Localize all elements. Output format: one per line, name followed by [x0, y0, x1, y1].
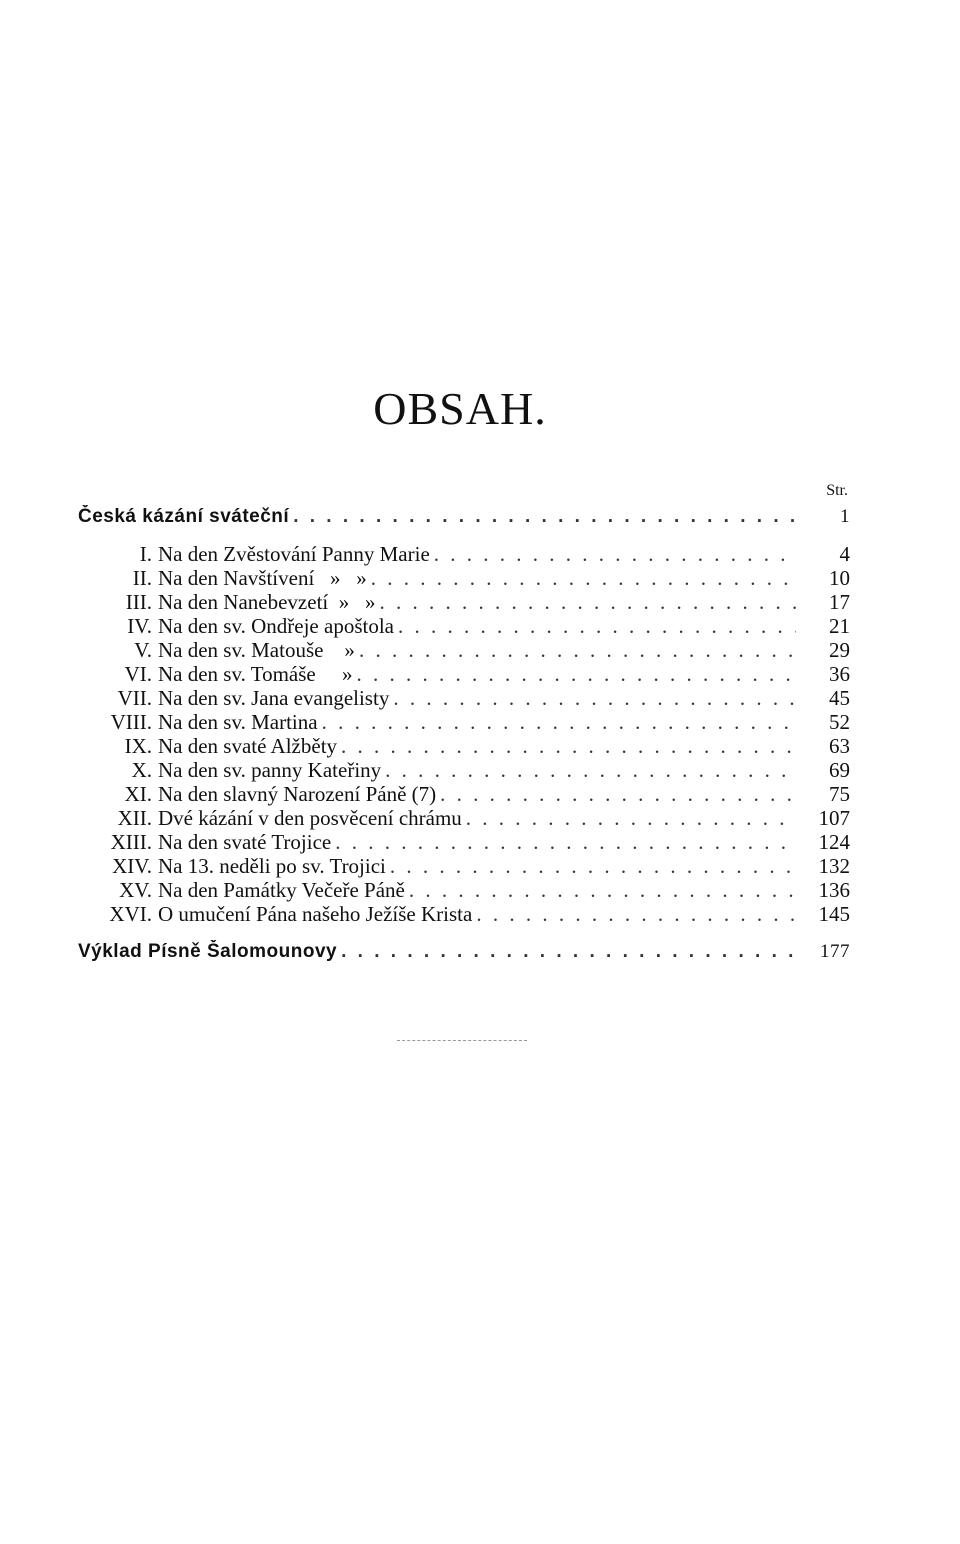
entry-title: Na den Navštívení » » — [158, 566, 367, 590]
entry-number: II. — [132, 566, 152, 590]
table-of-contents — [78, 505, 850, 964]
dot-leader — [359, 638, 796, 662]
entry-page-number: 107 — [818, 806, 850, 830]
end-rule — [397, 1040, 527, 1041]
entry-title: Na den slavný Narození Páně (7) — [158, 782, 437, 806]
entry-title: O umučení Pána našeho Ježíše Krista — [158, 902, 473, 926]
toc-entry — [78, 758, 850, 782]
entry-number: III. — [125, 590, 152, 614]
toc-entry — [78, 686, 850, 710]
entry-page-number: 69 — [829, 758, 850, 782]
entry-title: Na den sv. Ondřeje apoštola — [158, 614, 394, 638]
dot-leader — [390, 854, 796, 878]
entry-page-number: 21 — [829, 614, 850, 638]
entry-title: Na den sv. Matouše » — [158, 638, 355, 662]
entry-page-number: 4 — [839, 542, 850, 566]
entry-page-number: 145 — [818, 902, 850, 926]
entry-page-number: 132 — [818, 854, 850, 878]
entry-title: Na den sv. Jana evangelisty — [158, 686, 390, 710]
entry-title: Na den sv. panny Kateřiny — [158, 758, 382, 782]
dot-leader — [440, 782, 796, 806]
entry-page-number: 75 — [829, 782, 850, 806]
entry-number: X. — [131, 758, 152, 782]
toc-entry — [78, 902, 850, 926]
entry-page-number: 124 — [818, 830, 850, 854]
entry-number: VIII. — [110, 710, 152, 734]
entry-title: Na den sv. Martina — [158, 710, 318, 734]
toc-entry — [78, 830, 850, 854]
entry-page-number: 52 — [829, 710, 850, 734]
entry-title: Na 13. neděli po sv. Trojici — [158, 854, 386, 878]
dot-leader — [434, 542, 796, 566]
toc-entry — [78, 566, 850, 590]
dot-leader — [466, 806, 796, 830]
entry-number: XI. — [124, 782, 152, 806]
page-column-label: Str. — [826, 482, 848, 499]
entry-number: XIV. — [112, 854, 152, 878]
entry-number: XIII. — [110, 830, 152, 854]
dot-leader — [341, 734, 796, 758]
entry-page-number: 17 — [829, 590, 850, 614]
dot-leader — [371, 566, 796, 590]
toc-entry — [78, 782, 850, 806]
entry-title: Na den Zvěstování Panny Marie — [158, 542, 430, 566]
entry-title: Na den Nanebevzetí » » — [158, 590, 376, 614]
entry-page-number: 36 — [829, 662, 850, 686]
toc-entry — [78, 614, 850, 638]
toc-entry — [78, 878, 850, 902]
section-title: Česká kázání sváteční — [78, 506, 290, 527]
toc-entry — [78, 542, 850, 566]
entry-number: VII. — [117, 686, 152, 710]
entry-number: IV. — [127, 614, 152, 638]
toc-entry — [78, 710, 850, 734]
entry-number: XVI. — [109, 902, 152, 926]
entry-page-number: 63 — [829, 734, 850, 758]
toc-entry — [78, 806, 850, 830]
entry-title: Dvé kázání v den posvěcení chrámu — [158, 806, 462, 830]
entry-number: VI. — [124, 662, 152, 686]
section-page-number: 177 — [820, 941, 850, 962]
entry-number: XII. — [117, 806, 152, 830]
toc-entry — [78, 638, 850, 662]
entry-page-number: 45 — [829, 686, 850, 710]
entry-title: Na den svaté Trojice — [158, 830, 332, 854]
entry-number: IX. — [124, 734, 152, 758]
entry-title: Na den svaté Alžběty — [158, 734, 338, 758]
entry-number: I. — [139, 542, 152, 566]
entry-title: Na den Památky Večeře Páně — [158, 878, 405, 902]
dot-leader — [476, 902, 796, 926]
entry-page-number: 10 — [829, 566, 850, 590]
section-page-number: 1 — [840, 506, 850, 527]
entry-number: V. — [134, 638, 152, 662]
dot-leader — [393, 686, 796, 710]
entry-number: XV. — [119, 878, 152, 902]
dot-leader — [380, 590, 797, 614]
dot-leader — [293, 505, 796, 529]
section-title: Výklad Písně Šalomounovy — [78, 941, 338, 962]
entry-page-number: 136 — [818, 878, 850, 902]
page-title: OBSAH. — [373, 383, 547, 434]
dot-leader — [398, 614, 796, 638]
dot-leader — [357, 662, 797, 686]
toc-entry — [78, 590, 850, 614]
toc-entry — [78, 662, 850, 686]
toc-section-heading — [78, 505, 850, 529]
toc-entry — [78, 734, 850, 758]
dot-leader — [385, 758, 796, 782]
dot-leader — [341, 940, 796, 964]
toc-entry — [78, 854, 850, 878]
entry-page-number: 29 — [829, 638, 850, 662]
dot-leader — [335, 830, 796, 854]
entry-title: Na den sv. Tomáše » — [158, 662, 353, 686]
dot-leader — [409, 878, 796, 902]
dot-leader — [322, 710, 796, 734]
toc-section-heading — [78, 940, 850, 964]
